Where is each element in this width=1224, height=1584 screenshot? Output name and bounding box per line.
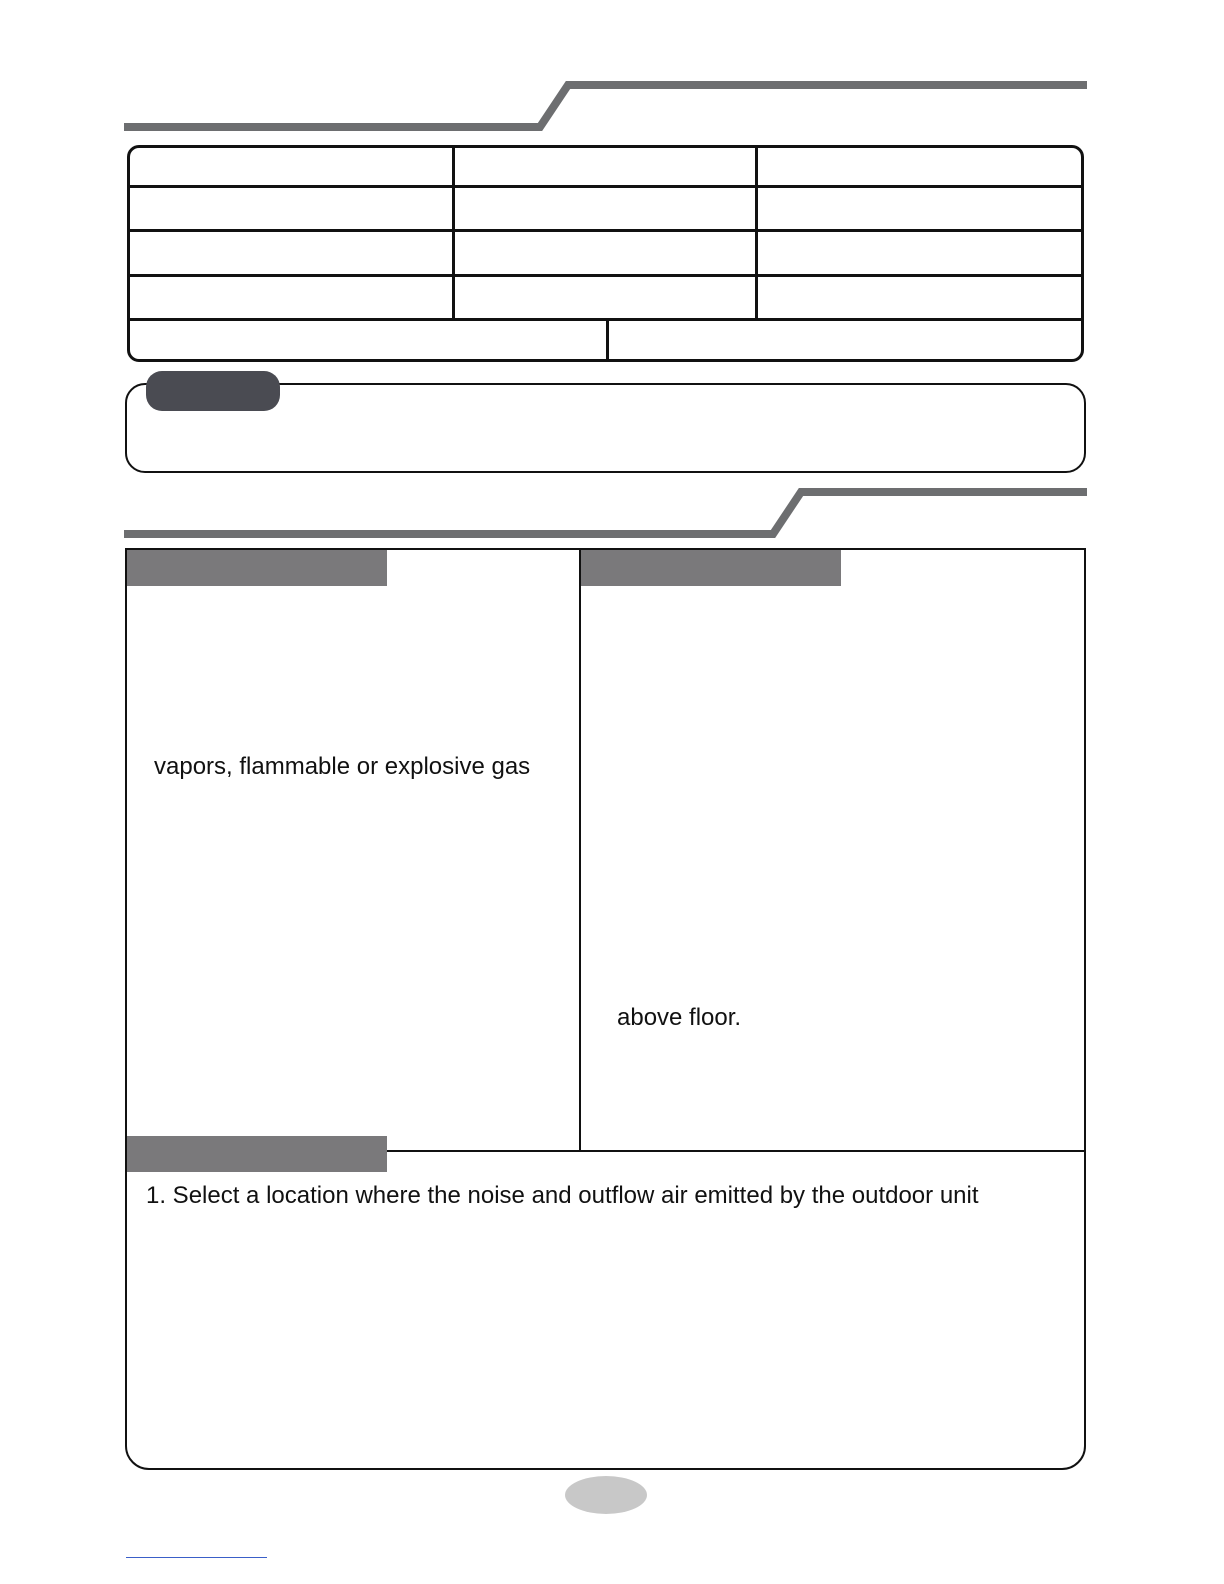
- note-tab: [146, 371, 280, 411]
- table-rule: [130, 274, 1081, 277]
- table-column-divider: [606, 318, 609, 359]
- installation-site-box: [125, 548, 1086, 1470]
- top-header-rule: [124, 85, 1087, 127]
- outdoor-item-1: 1. Select a location where the noise and outflow air emitted by the outdoor unit: [146, 1182, 979, 1209]
- indoor-paragraph-line: vapors, flammable or explosive gas: [154, 753, 531, 780]
- column-divider: [579, 550, 581, 1151]
- section-divider: [387, 1150, 1084, 1152]
- table-rule: [130, 229, 1081, 232]
- spec-table: [127, 145, 1084, 362]
- wall-section-tab: [581, 550, 841, 586]
- mid-header-rule: [124, 492, 1087, 534]
- wall-paragraph-line: above floor.: [617, 1004, 742, 1031]
- footer-link-underline: [126, 1557, 267, 1558]
- table-column-divider: [452, 148, 455, 318]
- page-number-oval: [565, 1476, 647, 1514]
- table-column-divider: [755, 148, 758, 318]
- indoor-section-tab: [127, 550, 387, 586]
- outdoor-section-tab: [127, 1136, 387, 1172]
- table-rule: [130, 185, 1081, 188]
